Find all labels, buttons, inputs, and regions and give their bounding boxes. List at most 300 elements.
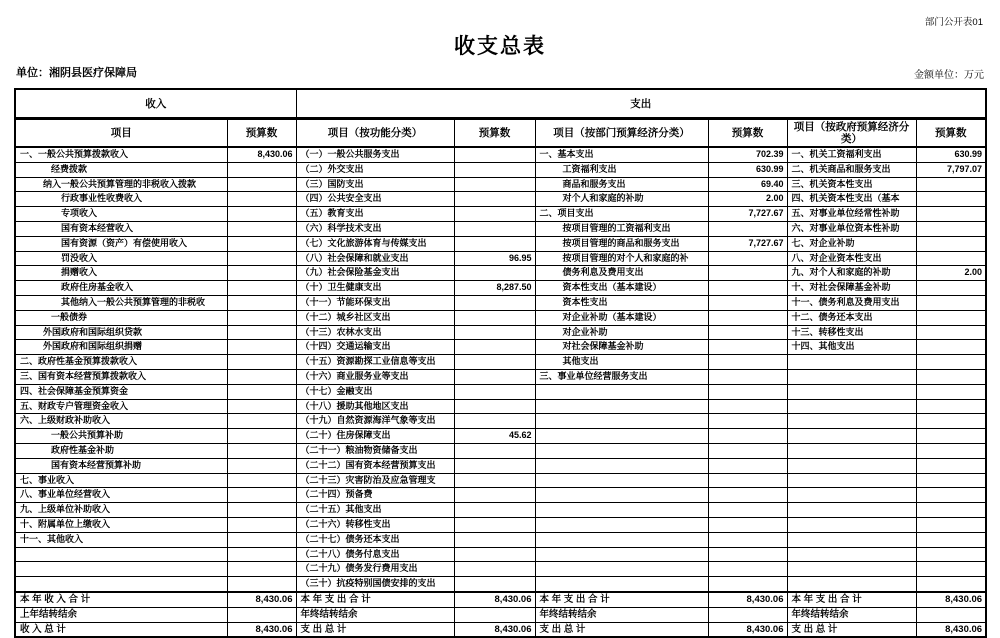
- func-budget-cell: [454, 414, 535, 429]
- gov-item-cell: 六、对事业单位资本性补助: [787, 221, 916, 236]
- gov-item-cell: 九、对个人和家庭的补助: [787, 266, 916, 281]
- income-item-cell: 纳入一般公共预算管理的非税收入拨款: [15, 177, 227, 192]
- income-budget-cell: [227, 281, 296, 296]
- income-item-cell: 十一、其他收入: [15, 532, 227, 547]
- dept-budget-cell: [708, 488, 787, 503]
- func-item-cell: （十）卫生健康支出: [296, 281, 454, 296]
- dept-item-cell: 一、基本支出: [535, 147, 708, 162]
- gov-item-cell: 十、对社会保障基金补助: [787, 281, 916, 296]
- footer-value-cell: 8,430.06: [454, 592, 535, 607]
- func-item-cell: （三）国防支出: [296, 177, 454, 192]
- dept-budget-cell: [708, 562, 787, 577]
- table-row: [15, 266, 986, 281]
- dept-budget-cell: [708, 577, 787, 592]
- col-header-gov-budget: 预算数: [916, 118, 986, 147]
- income-item-cell: 外国政府和国际组织贷款: [15, 325, 227, 340]
- footer-value-cell: [227, 607, 296, 622]
- gov-item-cell: 一、机关工资福利支出: [787, 147, 916, 162]
- dept-budget-cell: 630.99: [708, 162, 787, 177]
- func-budget-cell: [454, 147, 535, 162]
- gov-budget-cell: [916, 429, 986, 444]
- income-item-cell: 六、上级财政补助收入: [15, 414, 227, 429]
- gov-budget-cell: [916, 488, 986, 503]
- gov-item-cell: [787, 458, 916, 473]
- func-item-cell: （二十九）债务发行费用支出: [296, 562, 454, 577]
- income-item-cell: 罚没收入: [15, 251, 227, 266]
- income-item-cell: 外国政府和国际组织捐赠: [15, 340, 227, 355]
- gov-budget-cell: [916, 414, 986, 429]
- func-budget-cell: [454, 443, 535, 458]
- func-budget-cell: [454, 458, 535, 473]
- footer-label-cell: 年终结转结余: [296, 607, 454, 622]
- gov-budget-cell: 630.99: [916, 147, 986, 162]
- func-item-cell: （三十）抗疫特别国债安排的支出: [296, 577, 454, 592]
- gov-budget-cell: [916, 325, 986, 340]
- income-budget-cell: [227, 355, 296, 370]
- dept-budget-cell: [708, 266, 787, 281]
- gov-item-cell: 七、对企业补助: [787, 236, 916, 251]
- func-budget-cell: [454, 295, 535, 310]
- income-budget-cell: [227, 340, 296, 355]
- gov-budget-cell: [916, 355, 986, 370]
- col-header-income-budget: 预算数: [227, 118, 296, 147]
- gov-item-cell: [787, 488, 916, 503]
- dept-item-cell: [535, 414, 708, 429]
- dept-budget-cell: [708, 547, 787, 562]
- gov-item-cell: 十二、债务还本支出: [787, 310, 916, 325]
- dept-budget-cell: [708, 399, 787, 414]
- income-budget-cell: [227, 325, 296, 340]
- dept-budget-cell: [708, 295, 787, 310]
- gov-item-cell: 十四、其他支出: [787, 340, 916, 355]
- dept-item-cell: 按项目管理的商品和服务支出: [535, 236, 708, 251]
- income-item-cell: 一般债券: [15, 310, 227, 325]
- gov-budget-cell: [916, 192, 986, 207]
- table-row: [15, 221, 986, 236]
- income-budget-cell: [227, 399, 296, 414]
- income-budget-cell: [227, 547, 296, 562]
- func-budget-cell: [454, 236, 535, 251]
- dept-item-cell: [535, 517, 708, 532]
- dept-budget-cell: [708, 310, 787, 325]
- gov-budget-cell: [916, 236, 986, 251]
- income-item-cell: [15, 562, 227, 577]
- col-header-func-budget: 预算数: [454, 118, 535, 147]
- gov-budget-cell: [916, 443, 986, 458]
- income-budget-cell: [227, 577, 296, 592]
- col-header-dept-item: 项目（按部门预算经济分类）: [535, 118, 708, 147]
- income-item-cell: 捐赠收入: [15, 266, 227, 281]
- income-budget-cell: [227, 295, 296, 310]
- dept-item-cell: 资本性支出: [535, 295, 708, 310]
- footer-value-cell: 8,430.06: [227, 592, 296, 607]
- footer-value-cell: 8,430.06: [454, 622, 535, 637]
- func-budget-cell: [454, 177, 535, 192]
- table-row: [15, 177, 986, 192]
- gov-budget-cell: [916, 473, 986, 488]
- gov-item-cell: 十三、转移性支出: [787, 325, 916, 340]
- dept-budget-cell: [708, 281, 787, 296]
- func-item-cell: （十九）自然资源海洋气象等支出: [296, 414, 454, 429]
- table-row: [15, 295, 986, 310]
- func-budget-cell: [454, 473, 535, 488]
- dept-item-cell: [535, 473, 708, 488]
- income-budget-cell: [227, 369, 296, 384]
- col-header-func-item: 项目（按功能分类）: [296, 118, 454, 147]
- income-budget-cell: [227, 236, 296, 251]
- gov-budget-cell: [916, 562, 986, 577]
- gov-item-cell: [787, 443, 916, 458]
- income-item-cell: 政府性基金补助: [15, 443, 227, 458]
- dept-item-cell: [535, 429, 708, 444]
- func-budget-cell: 45.62: [454, 429, 535, 444]
- gov-budget-cell: [916, 547, 986, 562]
- table-row: [15, 443, 986, 458]
- dept-budget-cell: 702.39: [708, 147, 787, 162]
- income-item-cell: 其他纳入一般公共预算管理的非税收: [15, 295, 227, 310]
- gov-item-cell: [787, 547, 916, 562]
- func-item-cell: （九）社会保险基金支出: [296, 266, 454, 281]
- func-item-cell: （二十）住房保障支出: [296, 429, 454, 444]
- income-budget-cell: [227, 562, 296, 577]
- gov-budget-cell: [916, 310, 986, 325]
- func-item-cell: （二十七）债务还本支出: [296, 532, 454, 547]
- dept-budget-cell: [708, 473, 787, 488]
- dept-budget-cell: [708, 340, 787, 355]
- func-budget-cell: [454, 325, 535, 340]
- dept-budget-cell: [708, 532, 787, 547]
- footer-label-cell: 收 入 总 计: [15, 622, 227, 637]
- income-budget-cell: [227, 207, 296, 222]
- income-budget-cell: [227, 310, 296, 325]
- table-row: [15, 369, 986, 384]
- dept-item-cell: 资本性支出（基本建设）: [535, 281, 708, 296]
- dept-item-cell: [535, 488, 708, 503]
- amount-unit-label: 金额单位：万元: [914, 70, 984, 81]
- gov-budget-cell: [916, 221, 986, 236]
- dept-item-cell: 三、事业单位经营服务支出: [535, 369, 708, 384]
- income-group-header: 收入: [15, 89, 296, 118]
- table-row: [15, 503, 986, 518]
- func-budget-cell: 96.95: [454, 251, 535, 266]
- income-budget-cell: [227, 384, 296, 399]
- func-budget-cell: [454, 162, 535, 177]
- table-row: [15, 517, 986, 532]
- footer-value-cell: 8,430.06: [227, 622, 296, 637]
- dept-budget-cell: [708, 221, 787, 236]
- dept-item-cell: 对企业补助: [535, 325, 708, 340]
- income-budget-cell: [227, 192, 296, 207]
- table-row: [15, 192, 986, 207]
- dept-budget-cell: [708, 325, 787, 340]
- func-budget-cell: [454, 355, 535, 370]
- expenditure-group-header: 支出: [296, 89, 986, 118]
- footer-value-cell: 8,430.06: [916, 622, 986, 637]
- dept-budget-cell: [708, 369, 787, 384]
- gov-budget-cell: [916, 177, 986, 192]
- table-footer-row: [15, 622, 986, 637]
- func-item-cell: （二十二）国有资本经营预算支出: [296, 458, 454, 473]
- dept-budget-cell: 7,727.67: [708, 207, 787, 222]
- func-budget-cell: [454, 577, 535, 592]
- func-item-cell: （四）公共安全支出: [296, 192, 454, 207]
- income-budget-cell: [227, 532, 296, 547]
- func-item-cell: （二十八）债务付息支出: [296, 547, 454, 562]
- table-row: [15, 488, 986, 503]
- col-header-gov-item: 项目（按政府预算经济分类）: [787, 118, 916, 147]
- table-row: [15, 251, 986, 266]
- func-budget-cell: [454, 266, 535, 281]
- func-budget-cell: [454, 532, 535, 547]
- table-row: [15, 207, 986, 222]
- income-item-cell: 经费拨款: [15, 162, 227, 177]
- footer-value-cell: 8,430.06: [708, 622, 787, 637]
- income-item-cell: 十、附属单位上缴收入: [15, 517, 227, 532]
- income-item-cell: 国有资源（资产）有偿使用收入: [15, 236, 227, 251]
- gov-item-cell: [787, 384, 916, 399]
- gov-budget-cell: [916, 369, 986, 384]
- dept-item-cell: [535, 562, 708, 577]
- func-item-cell: （二）外交支出: [296, 162, 454, 177]
- footer-value-cell: [916, 607, 986, 622]
- func-item-cell: （二十四）预备费: [296, 488, 454, 503]
- dept-budget-cell: [708, 517, 787, 532]
- income-budget-cell: [227, 488, 296, 503]
- income-item-cell: 三、国有资本经营预算拨款收入: [15, 369, 227, 384]
- income-item-cell: 七、事业收入: [15, 473, 227, 488]
- func-budget-cell: [454, 384, 535, 399]
- dept-budget-cell: [708, 458, 787, 473]
- income-item-cell: 八、事业单位经营收入: [15, 488, 227, 503]
- gov-budget-cell: [916, 281, 986, 296]
- func-budget-cell: [454, 310, 535, 325]
- gov-budget-cell: [916, 295, 986, 310]
- income-item-cell: 专项收入: [15, 207, 227, 222]
- func-item-cell: （五）教育支出: [296, 207, 454, 222]
- table-row: [15, 458, 986, 473]
- col-header-income-item: 项目: [15, 118, 227, 147]
- func-budget-cell: 8,287.50: [454, 281, 535, 296]
- gov-item-cell: [787, 399, 916, 414]
- dept-budget-cell: [708, 443, 787, 458]
- func-item-cell: （十六）商业服务业等支出: [296, 369, 454, 384]
- income-item-cell: 一般公共预算补助: [15, 429, 227, 444]
- dept-budget-cell: [708, 384, 787, 399]
- table-header: [15, 89, 986, 147]
- footer-value-cell: 8,430.06: [708, 592, 787, 607]
- dept-item-cell: 二、项目支出: [535, 207, 708, 222]
- table-row: [15, 162, 986, 177]
- table-row: [15, 236, 986, 251]
- income-item-cell: [15, 547, 227, 562]
- table-row: [15, 399, 986, 414]
- dept-item-cell: [535, 384, 708, 399]
- dept-item-cell: 工资福利支出: [535, 162, 708, 177]
- func-item-cell: （六）科学技术支出: [296, 221, 454, 236]
- func-item-cell: （十二）城乡社区支出: [296, 310, 454, 325]
- dept-item-cell: [535, 399, 708, 414]
- dept-item-cell: [535, 443, 708, 458]
- dept-item-cell: [535, 503, 708, 518]
- gov-item-cell: 八、对企业资本性支出: [787, 251, 916, 266]
- column-header-row: [15, 118, 986, 147]
- income-item-cell: 政府住房基金收入: [15, 281, 227, 296]
- dept-item-cell: [535, 532, 708, 547]
- footer-label-cell: 支 出 总 计: [535, 622, 708, 637]
- footer-label-cell: 支 出 总 计: [296, 622, 454, 637]
- footer-value-cell: [708, 607, 787, 622]
- dept-budget-cell: [708, 355, 787, 370]
- func-item-cell: （十一）节能环保支出: [296, 295, 454, 310]
- income-budget-cell: [227, 473, 296, 488]
- table-row: [15, 340, 986, 355]
- footer-label-cell: 上年结转结余: [15, 607, 227, 622]
- table-row: [15, 281, 986, 296]
- gov-item-cell: [787, 355, 916, 370]
- dept-budget-cell: 2.00: [708, 192, 787, 207]
- income-item-cell: 九、上级单位补助收入: [15, 503, 227, 518]
- footer-label-cell: 本 年 支 出 合 计: [787, 592, 916, 607]
- table-footer-row: [15, 607, 986, 622]
- func-item-cell: （一）一般公共服务支出: [296, 147, 454, 162]
- table-footer-row: [15, 592, 986, 607]
- table-row: [15, 577, 986, 592]
- income-budget-cell: [227, 162, 296, 177]
- income-item-cell: 五、财政专户管理资金收入: [15, 399, 227, 414]
- dept-budget-cell: [708, 503, 787, 518]
- footer-label-cell: 支 出 总 计: [787, 622, 916, 637]
- table-footer: [15, 592, 986, 637]
- func-item-cell: （十三）农林水支出: [296, 325, 454, 340]
- table-row: [15, 147, 986, 162]
- table-row: [15, 325, 986, 340]
- dept-item-cell: 商品和服务支出: [535, 177, 708, 192]
- table-row: [15, 547, 986, 562]
- func-item-cell: （十五）资源勘探工业信息等支出: [296, 355, 454, 370]
- table-row: [15, 414, 986, 429]
- gov-item-cell: [787, 503, 916, 518]
- unit-label: 单位：湘阴县医疗保障局: [16, 67, 137, 79]
- func-budget-cell: [454, 221, 535, 236]
- footer-label-cell: 年终结转结余: [787, 607, 916, 622]
- dept-item-cell: [535, 577, 708, 592]
- dept-item-cell: [535, 547, 708, 562]
- dept-budget-cell: 7,727.67: [708, 236, 787, 251]
- dept-item-cell: 按项目管理的对个人和家庭的补: [535, 251, 708, 266]
- income-item-cell: [15, 577, 227, 592]
- table-row: [15, 384, 986, 399]
- income-budget-cell: [227, 221, 296, 236]
- dept-budget-cell: [708, 251, 787, 266]
- gov-item-cell: [787, 532, 916, 547]
- footer-label-cell: 本 年 支 出 合 计: [296, 592, 454, 607]
- income-item-cell: 二、政府性基金预算拨款收入: [15, 355, 227, 370]
- footer-label-cell: 本 年 收 入 合 计: [15, 592, 227, 607]
- gov-budget-cell: [916, 207, 986, 222]
- gov-budget-cell: [916, 458, 986, 473]
- income-budget-cell: [227, 429, 296, 444]
- gov-budget-cell: [916, 384, 986, 399]
- income-budget-cell: 8,430.06: [227, 147, 296, 162]
- func-budget-cell: [454, 503, 535, 518]
- page-title: 收支总表: [454, 35, 546, 58]
- func-budget-cell: [454, 488, 535, 503]
- gov-item-cell: [787, 429, 916, 444]
- gov-budget-cell: [916, 577, 986, 592]
- footer-label-cell: 年终结转结余: [535, 607, 708, 622]
- income-budget-cell: [227, 251, 296, 266]
- dept-budget-cell: 69.40: [708, 177, 787, 192]
- gov-budget-cell: [916, 517, 986, 532]
- dept-item-cell: 对社会保障基金补助: [535, 340, 708, 355]
- dept-item-cell: 其他支出: [535, 355, 708, 370]
- dept-item-cell: 对企业补助（基本建设）: [535, 310, 708, 325]
- gov-item-cell: [787, 577, 916, 592]
- income-budget-cell: [227, 458, 296, 473]
- func-budget-cell: [454, 340, 535, 355]
- table-body: [15, 147, 986, 592]
- dept-item-cell: [535, 458, 708, 473]
- gov-item-cell: 三、机关资本性支出: [787, 177, 916, 192]
- group-header-row: [15, 89, 986, 118]
- income-item-cell: 行政事业性收费收入: [15, 192, 227, 207]
- func-item-cell: （十七）金融支出: [296, 384, 454, 399]
- func-budget-cell: [454, 547, 535, 562]
- func-item-cell: （二十一）粮油物资储备支出: [296, 443, 454, 458]
- form-number-label: 部门公开表01: [924, 17, 983, 28]
- gov-item-cell: [787, 414, 916, 429]
- income-budget-cell: [227, 414, 296, 429]
- income-budget-cell: [227, 177, 296, 192]
- gov-item-cell: 二、机关商品和服务支出: [787, 162, 916, 177]
- gov-item-cell: [787, 369, 916, 384]
- table-row: [15, 562, 986, 577]
- dept-item-cell: 按项目管理的工资福利支出: [535, 221, 708, 236]
- dept-budget-cell: [708, 414, 787, 429]
- table-row: [15, 355, 986, 370]
- income-budget-cell: [227, 266, 296, 281]
- gov-budget-cell: 2.00: [916, 266, 986, 281]
- income-budget-cell: [227, 443, 296, 458]
- func-item-cell: （二十五）其他支出: [296, 503, 454, 518]
- footer-value-cell: 8,430.06: [916, 592, 986, 607]
- gov-budget-cell: [916, 399, 986, 414]
- func-item-cell: （二十六）转移性支出: [296, 517, 454, 532]
- income-budget-cell: [227, 517, 296, 532]
- func-item-cell: （八）社会保障和就业支出: [296, 251, 454, 266]
- func-budget-cell: [454, 207, 535, 222]
- table-row: [15, 310, 986, 325]
- gov-item-cell: [787, 473, 916, 488]
- gov-budget-cell: [916, 503, 986, 518]
- gov-budget-cell: [916, 532, 986, 547]
- func-item-cell: （七）文化旅游体育与传媒支出: [296, 236, 454, 251]
- gov-budget-cell: [916, 340, 986, 355]
- income-budget-cell: [227, 503, 296, 518]
- func-item-cell: （十八）援助其他地区支出: [296, 399, 454, 414]
- meta-row: [16, 64, 984, 80]
- func-item-cell: （十四）交通运输支出: [296, 340, 454, 355]
- dept-item-cell: 对个人和家庭的补助: [535, 192, 708, 207]
- gov-item-cell: 四、机关资本性支出（基本: [787, 192, 916, 207]
- gov-budget-cell: [916, 251, 986, 266]
- func-budget-cell: [454, 192, 535, 207]
- func-item-cell: （二十三）灾害防治及应急管理支: [296, 473, 454, 488]
- income-item-cell: 一、一般公共预算拨款收入: [15, 147, 227, 162]
- gov-item-cell: 十一、债务利息及费用支出: [787, 295, 916, 310]
- gov-budget-cell: 7,797.07: [916, 162, 986, 177]
- func-budget-cell: [454, 399, 535, 414]
